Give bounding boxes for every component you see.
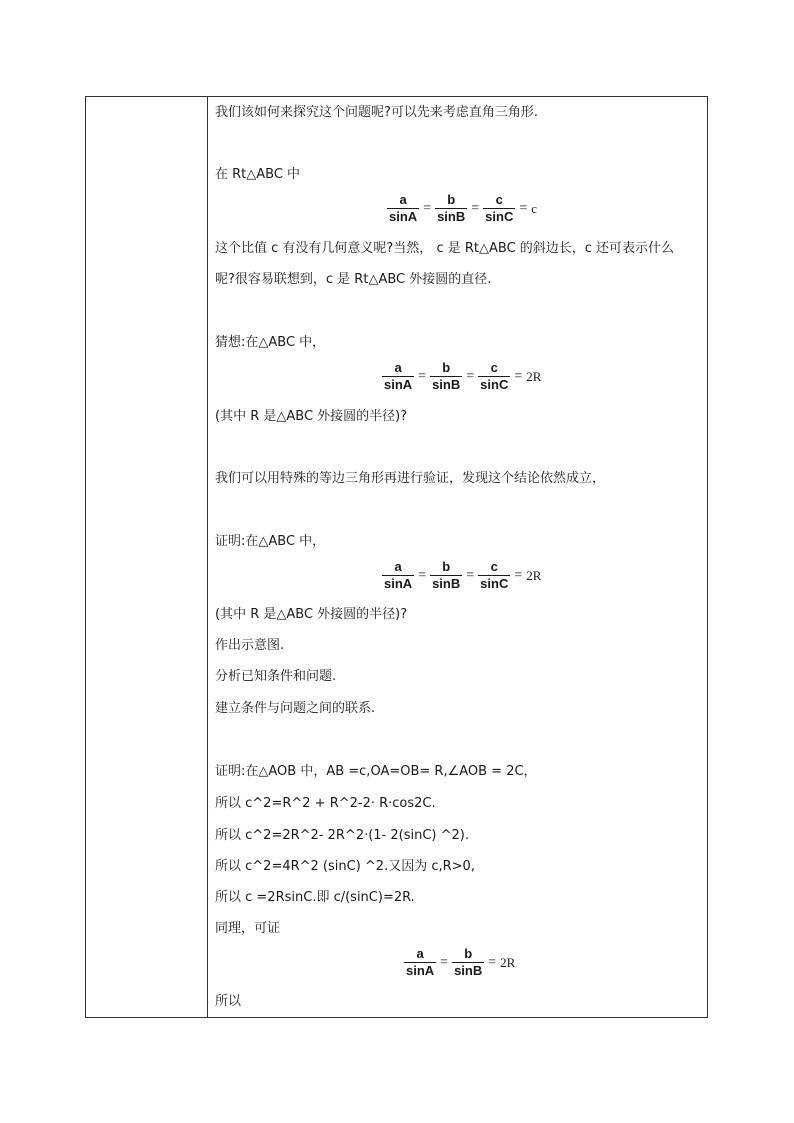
fraction [430,559,462,592]
formula-similarly [402,946,515,979]
equals-sign: = [440,954,449,970]
text-line-2: 在 Rt△ABC 中 [215,167,301,182]
fraction [435,192,467,225]
denominator: sinC [480,576,509,591]
equals-sign: = [418,368,427,384]
fraction [382,360,414,393]
equals-sign: = [519,200,528,216]
text-line-6: (其中 R 是△ABC 外接圆的半径)? [215,409,408,424]
fraction [382,559,414,592]
text-line-12: 建立条件与问题之间的联系. [215,701,376,716]
formula-right-triangle [385,192,537,225]
formula-rhs: 2R [526,368,542,384]
equals-sign: = [466,567,475,583]
numerator: b [442,360,451,375]
content-table [85,96,708,1018]
numerator: c [490,360,498,375]
denominator: sinA [384,377,413,392]
fraction [483,192,515,225]
equals-sign: = [466,368,475,384]
denominator: sinC [485,209,514,224]
text-line-3: 这个比值 c 有没有几何意义呢?当然， c 是 Rt△ABC 的斜边长，c 还可表示什么 [215,241,675,256]
formula-proof [380,559,541,592]
text-line-8: 证明:在△ABC 中， [215,534,326,549]
denominator: sinA [389,209,418,224]
numerator: c [490,559,498,574]
equals-sign: = [514,368,523,384]
equals-sign: = [471,200,480,216]
denominator: sinA [406,963,435,978]
fraction [430,360,462,393]
text-line-19: 所以 [215,994,242,1009]
column-divider [207,96,208,1018]
fraction [404,946,436,979]
equals-sign: = [488,954,497,970]
text-line-9: (其中 R 是△ABC 外接圆的半径)? [215,607,408,622]
text-line-1: 我们该如何来探究这个问题呢?可以先来考虑直角三角形. [215,105,539,120]
text-line-11: 分析已知条件和问题. [215,669,337,684]
equals-sign: = [423,200,432,216]
text-line-7: 我们可以用特殊的等边三角形再进行验证，发现这个结论依然成立， [215,471,606,486]
formula-conjecture [380,360,541,393]
numerator: a [394,360,402,375]
fraction [387,192,419,225]
fraction [452,946,484,979]
equals-sign: = [514,567,523,583]
denominator: sinB [454,963,483,978]
text-line-4: 呢?很容易联想到，c 是 Rt△ABC 外接圆的直径. [215,272,492,287]
formula-rhs: 2R [500,954,516,970]
text-line-15: 所以 c^2=2R^2- 2R^2·(1- 2(sinC) ^2). [215,828,470,843]
text-line-17: 所以 c =2RsinC.即 c/(sinC)=2R. [215,890,415,905]
text-line-5: 猜想:在△ABC 中， [215,335,326,350]
text-line-18: 同理，可证 [215,921,281,936]
text-line-13: 证明:在△AOB 中，AB =c,OA=OB= R,∠AOB = 2C， [215,764,537,779]
denominator: sinB [432,576,461,591]
text-line-14: 所以 c^2=R^2 + R^2-2· R·cos2C. [215,796,436,811]
numerator: b [442,559,451,574]
denominator: sinC [480,377,509,392]
numerator: c [495,192,503,207]
numerator: b [464,946,473,961]
numerator: a [394,559,402,574]
denominator: sinA [384,576,413,591]
fraction [478,559,510,592]
text-line-16: 所以 c^2=4R^2 (sinC) ^2.又因为 c,R>0, [215,859,475,874]
numerator: a [399,192,407,207]
fraction [478,360,510,393]
text-line-10: 作出示意图. [215,638,285,653]
numerator: b [447,192,456,207]
numerator: a [416,946,424,961]
denominator: sinB [437,209,466,224]
formula-rhs: 2R [526,567,542,583]
denominator: sinB [432,377,461,392]
formula-rhs: c [531,200,538,216]
equals-sign: = [418,567,427,583]
